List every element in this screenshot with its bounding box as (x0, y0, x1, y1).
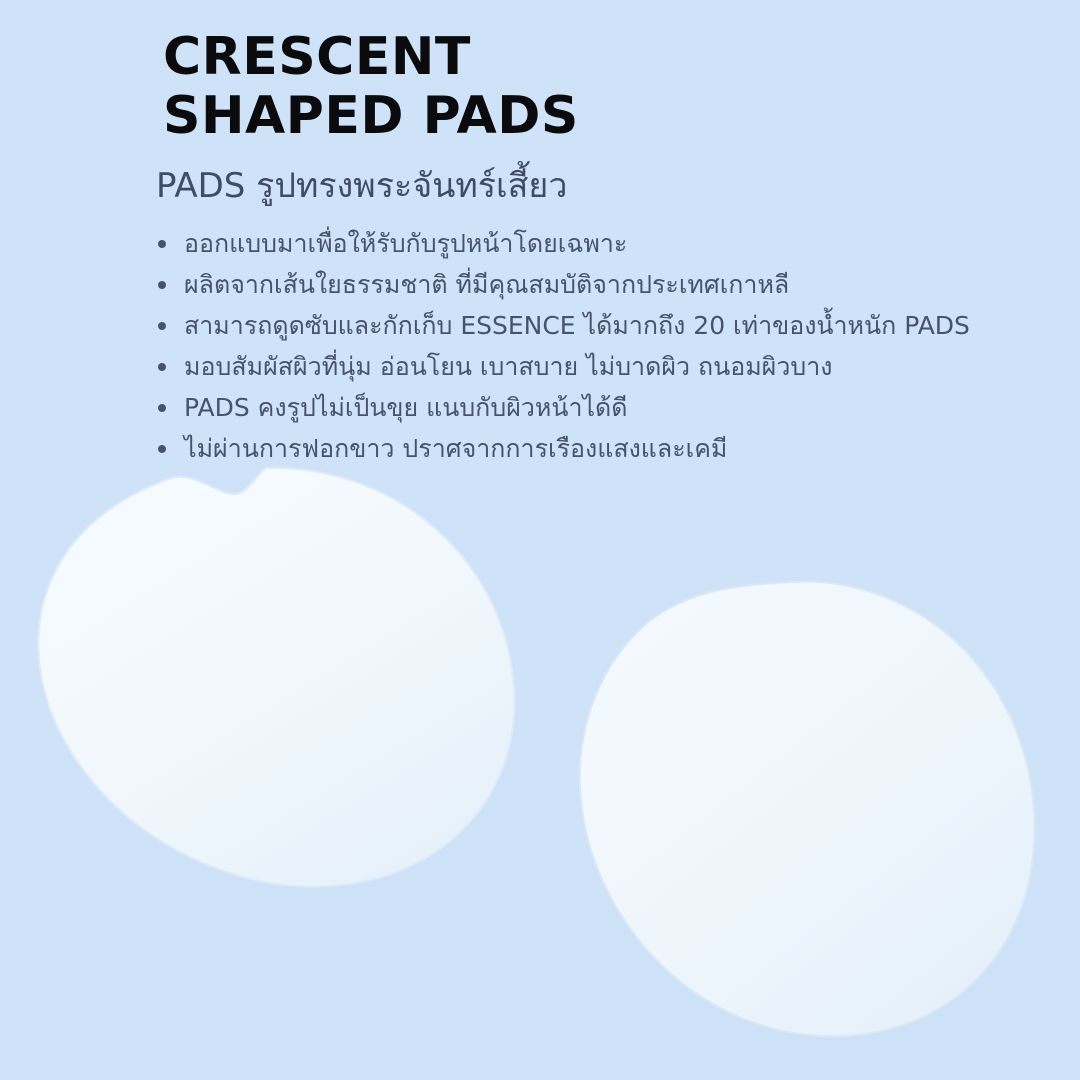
list-item: ผลิตจากเส้นใยธรรมชาติ ที่มีคุณสมบัติจากประเทศเกาหลี (150, 267, 1070, 303)
crescent-pad-back-image (548, 572, 1068, 1042)
page-title-line-1: CRESCENT (163, 27, 471, 87)
crescent-pad-front-image (20, 462, 540, 892)
page-title-line-2: SHAPED PADS (163, 85, 579, 146)
page-title (163, 28, 1023, 146)
list-item: ไม่ผ่านการฟอกขาว ปราศจากการเรืองแสงและเคมี (150, 431, 1070, 467)
list-item: PADS คงรูปไม่เป็นขุย แนบกับผิวหน้าได้ดี (150, 390, 1070, 426)
list-item: มอบสัมผัสผิวที่นุ่ม อ่อนโยน เบาสบาย ไม่บาดผิว ถนอมผิวบาง (150, 349, 1070, 385)
list-item: สามารถดูดซับและกักเก็บ ESSENCE ได้มากถึง 20 เท่าของน้ำหนัก PADS (150, 308, 1070, 344)
page-subtitle: PADS รูปทรงพระจันทร์เสี้ยว (156, 166, 568, 206)
list-item: ออกแบบมาเพื่อให้รับกับรูปหน้าโดยเฉพาะ (150, 226, 1070, 262)
feature-list (150, 226, 1070, 472)
